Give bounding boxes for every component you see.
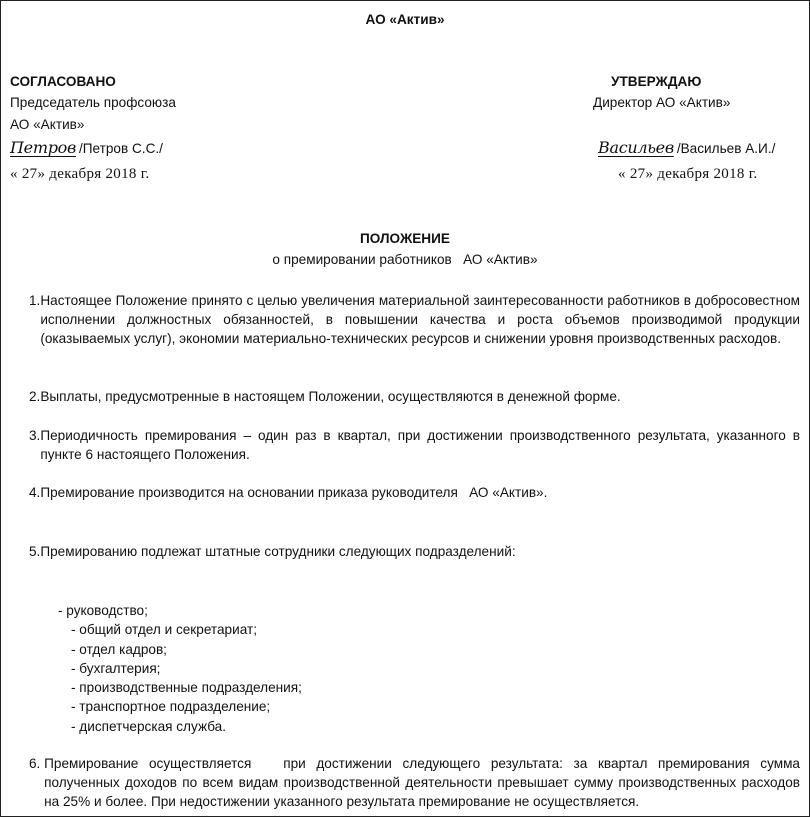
clause-number: 2.: [29, 389, 41, 404]
approval-right-heading: УТВЕРЖДАЮ: [611, 74, 702, 89]
signature-vasiliev: Васильев: [598, 138, 674, 157]
clause-2: [29, 387, 800, 406]
clause-text: Премирование производится на основании приказа руководителя АО «Актив».: [40, 485, 548, 500]
clause-text: Настоящее Положение принято с целью увеличения материальной заинтересованности работников в добросовестном исполнении должностных обязанностей, в повышении качества и роста объемов производимой продукции (оказываемых услуг), экономии материально-технических ресурсов и снижении уровня производственных расходов.: [40, 293, 800, 346]
clause-number: 5.: [29, 544, 41, 559]
units-list: [58, 601, 302, 736]
clause-text: Премированию подлежат штатные сотрудники следующих подразделений:: [40, 544, 516, 559]
approval-left-heading: СОГЛАСОВАНО: [10, 74, 116, 89]
clause-number: 4.: [29, 485, 41, 500]
list-item: - общий отдел и секретариат;: [71, 622, 257, 638]
list-item: - производственные подразделения;: [71, 680, 302, 696]
approval-right-signature-line: [598, 138, 775, 158]
approval-left-position: Председатель профсоюза: [10, 95, 176, 110]
approval-left-org: АО «Актив»: [10, 117, 85, 132]
approval-left-date: « 27» декабря 2018 г.: [10, 166, 150, 182]
clause-3: [29, 426, 800, 464]
signature-petrov: Петров: [10, 138, 76, 157]
clause-4: [29, 483, 800, 502]
clause-number: 3.: [29, 428, 41, 443]
list-item: - бухгалтерия;: [71, 660, 161, 676]
list-item: - руководство;: [58, 603, 148, 618]
list-item: - диспетчерская служба.: [71, 718, 227, 734]
document-subtitle: о премировании работников АО «Актив»: [272, 252, 538, 267]
approval-right-name: /Васильев А.И./: [676, 141, 776, 156]
clause-5: [29, 542, 800, 561]
approval-right-position: Директор АО «Актив»: [593, 95, 731, 110]
clause-number: 6.: [29, 756, 45, 771]
approval-left-signature-line: [10, 138, 163, 158]
clause-text: Периодичность премирования – один раз в квартал, при достижении производственного результата, указанного в пункте 6 настоящего Положения.: [40, 428, 800, 462]
document-title: ПОЛОЖЕНИЕ: [360, 231, 450, 246]
clause-6: [29, 754, 804, 811]
clause-text: Выплаты, предусмотренные в настоящем Положении, осуществляются в денежной форме.: [40, 389, 621, 404]
clause-number: 1.: [29, 293, 41, 308]
company-header: АО «Актив»: [365, 12, 445, 27]
approval-right-date: « 27» декабря 2018 г.: [618, 166, 758, 182]
clause-text: Премирование осуществляется при достижении следующего результата: за квартал премирования сумма полученных доходов по всем видам производственной деятельности превышает сумму производственных расходов на 25% и более. При недостижении указанного результата премирование не осуществляется.: [44, 756, 804, 809]
list-item: - отдел кадров;: [71, 641, 167, 657]
list-item: - транспортное подразделение;: [71, 699, 271, 715]
approval-left-name: /Петров С.С./: [78, 141, 163, 156]
clause-1: [29, 291, 800, 348]
